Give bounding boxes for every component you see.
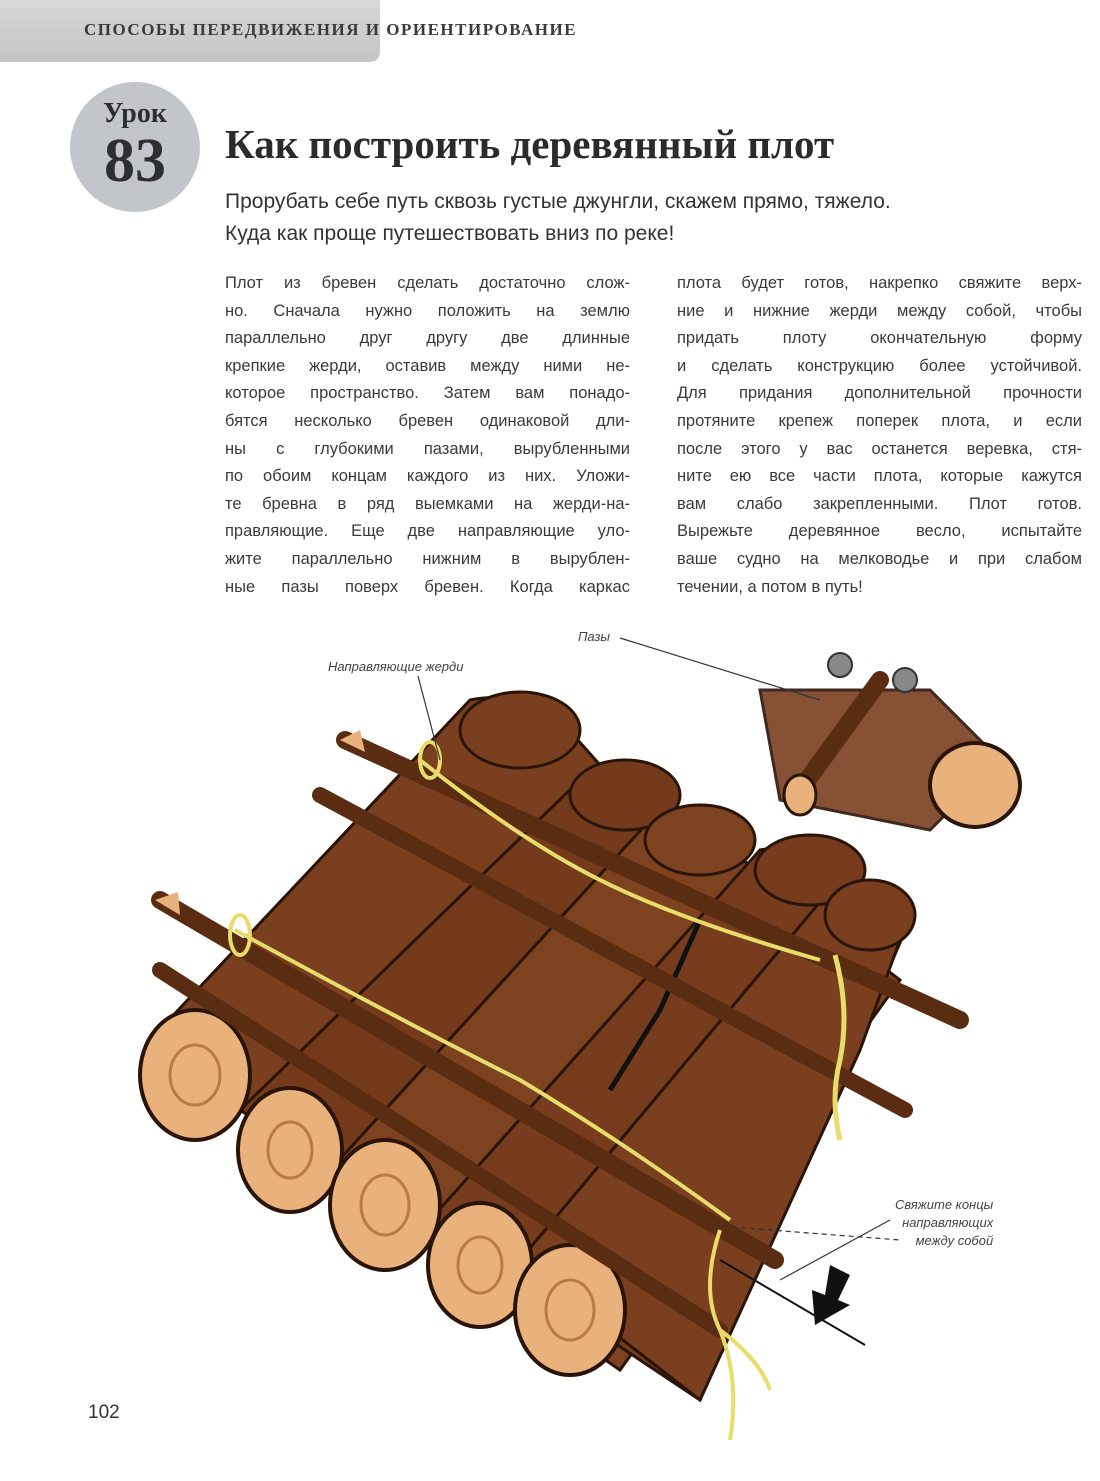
section-header-title: СПОСОБЫ ПЕРЕДВИЖЕНИЯ И ОРИЕНТИРОВАНИЕ <box>84 20 578 39</box>
body-line: течении, а потом в путь! <box>677 577 863 596</box>
body-line: бятся несколько бревен одинаковой дли- <box>225 411 630 430</box>
callout-line: Свяжите концы <box>895 1197 994 1212</box>
lesson-label: Урок <box>103 98 167 129</box>
body-line: Плот из бревен сделать достаточно слож- <box>225 274 630 292</box>
callout-line: между собой <box>915 1233 994 1248</box>
body-line: ваше судно на мелководье и при слабом <box>677 549 1082 568</box>
callout-grooves: Пазы <box>578 629 610 644</box>
lead-line: Куда как проще путешествовать вниз по реке! <box>225 222 675 245</box>
body-line: ните ею все части плота, которые кажутся <box>677 467 1082 486</box>
raft-illustration <box>0 620 1100 1440</box>
body-line: те бревна в ряд выемками на жерди-на- <box>225 494 630 513</box>
body-line: вам слабо закрепленными. Плот готов. <box>677 494 1082 513</box>
callout-tie-ends <box>895 1196 993 1250</box>
lead-paragraph <box>225 186 1045 250</box>
body-line: ные пазы поверх бревен. Когда каркас <box>225 577 630 596</box>
direction-arrow-icon <box>812 1265 850 1325</box>
body-line: правляющие. Еще две направляющие уло- <box>225 522 630 541</box>
body-line: по обоим концам каждого из них. Уложи- <box>225 467 630 486</box>
lesson-number: 83 <box>104 127 166 195</box>
page-number: 102 <box>88 1402 120 1423</box>
body-line: после этого у вас останется веревка, стя- <box>677 439 1082 458</box>
body-line: плота будет готов, накрепко свяжите верх- <box>677 274 1082 292</box>
callout-line: направляющих <box>902 1215 994 1230</box>
groove-detail-inset <box>760 653 1020 830</box>
body-line: параллельно друг другу две длинные <box>225 329 630 348</box>
page-title: Как построить деревянный плот <box>225 121 835 167</box>
body-line: которое пространство. Затем вам понадо- <box>225 384 630 403</box>
lesson-badge <box>70 82 200 212</box>
body-line: придать плоту окончательную форму <box>677 329 1082 348</box>
callout-guide-poles: Направляющие жерди <box>328 659 464 674</box>
body-line: ны с глубокими пазами, вырубленными <box>225 439 630 458</box>
body-line: но. Сначала нужно положить на землю <box>225 301 630 320</box>
body-line: Вырежьте деревянное весло, испытайте <box>677 522 1082 541</box>
body-line: крепкие жерди, оставив между ними не- <box>225 356 630 375</box>
body-line: и сделать конструкцию более устойчивой. <box>677 356 1082 375</box>
lead-line: Прорубать себе путь сквозь густые джунгли, скажем прямо, тяжело. <box>225 190 891 213</box>
body-column-right <box>677 270 1082 601</box>
body-line: ние и нижние жерди между собой, чтобы <box>677 301 1082 320</box>
body-line: жите параллельно нижним в вырублен- <box>225 549 630 568</box>
body-column-left <box>225 270 630 601</box>
body-line: протяните крепеж поперек плота, и если <box>677 411 1082 430</box>
body-line: Для придания дополнительной прочности <box>677 384 1082 403</box>
